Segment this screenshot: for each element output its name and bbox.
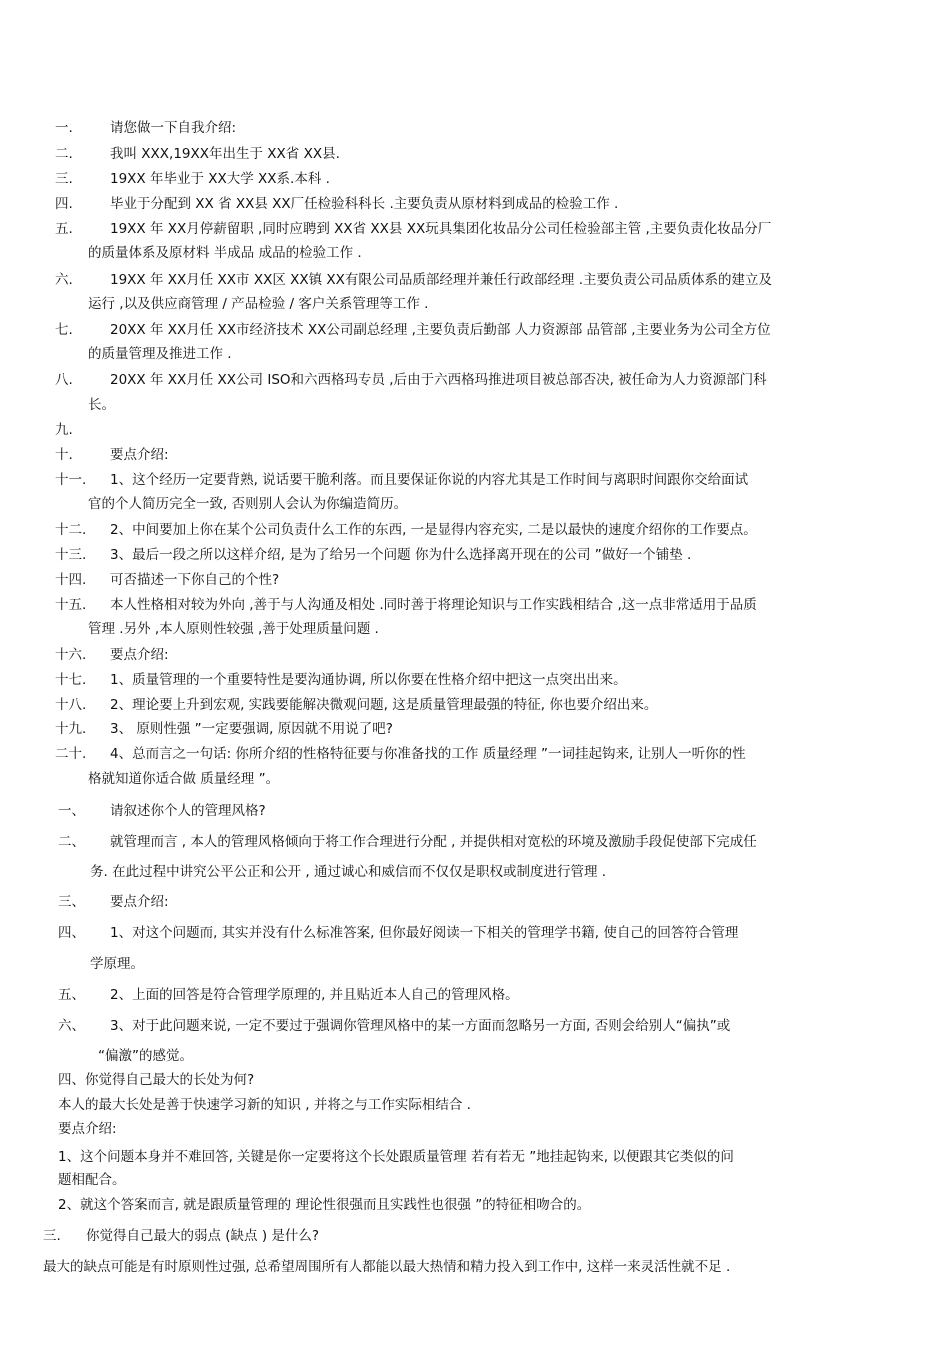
item-text: 要点介绍: [110, 647, 169, 663]
item-text: 2、上面的回答是符合管理学原理的, 并且贴近本人自己的管理风格。 [110, 987, 519, 1003]
item-text: 3、 原则性强 ”一定要强调, 原因就不用说了吧? [110, 721, 393, 737]
item-number: 五. [55, 221, 73, 237]
question-weakness: 你觉得自己最大的弱点 (缺点 ) 是什么? [86, 1228, 320, 1244]
answer-weakness: 最大的缺点可能是有时原则性过强, 总希望周围所有人都能以最大热情和精力投入到工作中, 这样一来灵活性就不足 . [43, 1259, 731, 1275]
item-text: 请叙述你个人的管理风格? [110, 803, 266, 819]
item-text: 我叫 XXX,19XX年出生于 XX省 XX县. [110, 146, 340, 162]
item-text: 可否描述一下你自己的个性? [110, 572, 280, 588]
item-text: 1、对这个问题而, 其实并没有什么标准答案, 但你最好阅读一下相关的管理学书籍, 使自己的回答符合管理 [110, 925, 739, 941]
item-number: 六、 [58, 1018, 85, 1034]
item-text: 4、总而言之一句话: 你所介绍的性格特征要与你准备找的工作 质量经理 ”一词挂起钩来, 让别人一听你的性 [110, 746, 746, 762]
item-number: 十六. [55, 647, 87, 663]
item-text-cont: 长。 [88, 397, 115, 413]
item-number: 七. [55, 322, 73, 338]
item-number: 十三. [55, 547, 87, 563]
item-text: 19XX 年毕业于 XX大学 XX系.本科 . [110, 171, 330, 187]
item-text-cont: 的质量体系及原材料 半成品 成品的检验工作 . [88, 245, 362, 261]
item-text: 20XX 年 XX月任 XX公司 ISO和六西格玛专员 ,后由于六西格玛推进项目被总部否决, 被任命为人力资源部门科 [110, 372, 767, 388]
item-text: 19XX 年 XX月停薪留职 ,同时应聘到 XX省 XX县 XX玩具集团化妆品分公司任检验部主管 ,主要负责化妆品分厂 [110, 221, 772, 237]
item-number: 五、 [58, 987, 85, 1003]
item-number: 六. [55, 272, 73, 288]
item-number: 三. [55, 171, 73, 187]
item-number: 二. [55, 146, 73, 162]
tip-1: 1、这个问题本身并不难回答, 关键是你一定要将这个长处跟质量管理 若有若无 ”地挂起钩来, 以便跟其它类似的问 [58, 1149, 734, 1165]
item-number: 十. [55, 447, 73, 463]
item-number: 十八. [55, 697, 87, 713]
item-text-cont: 学原理。 [90, 956, 144, 972]
item-text: 19XX 年 XX月任 XX市 XX区 XX镇 XX有限公司品质部经理并兼任行政部经理 .主要负责公司品质体系的建立及 [110, 272, 772, 288]
item-text: 就管理而言 , 本人的管理风格倾向于将工作合理进行分配 , 并提供相对宽松的环境及激励手段促使部下完成任 [110, 834, 757, 850]
item-number: 十九. [55, 721, 87, 737]
item-text: 3、对于此问题来说, 一定不要过于强调你管理风格中的某一方面而忽略另一方面, 否则会给别人“偏执”或 [110, 1018, 731, 1034]
item-number: 四、 [58, 925, 85, 941]
item-text: 20XX 年 XX月任 XX市经济技术 XX公司副总经理 ,主要负责后勤部 人力资源部 品管部 ,主要业务为公司全方位 [110, 322, 771, 338]
answer-strength: 本人的最大长处是善于快速学习新的知识 , 并将之与工作实际相结合 . [58, 1097, 471, 1113]
item-text-cont: 的质量管理及推进工作 . [88, 346, 232, 362]
tip-2: 2、就这个答案而言, 就是跟质量管理的 理论性很强而且实践性也很强 ”的特征相吻合的。 [58, 1197, 591, 1213]
item-number: 十一. [55, 472, 87, 488]
item-text-cont: 管理 .另外 ,本人原则性较强 ,善于处理质量问题 . [88, 621, 379, 637]
item-text: 要点介绍: [110, 447, 169, 463]
tip-1-cont: 题相配合。 [58, 1172, 126, 1188]
item-number: 三、 [58, 894, 85, 910]
item-text: 请您做一下自我介绍: [110, 120, 237, 136]
item-number: 十五. [55, 597, 87, 613]
item-text-cont: 运行 ,以及供应商管理 / 产品检验 / 客户关系管理等工作 . [88, 296, 429, 312]
item-number: 一、 [58, 803, 85, 819]
item-text: 1、这个经历一定要背熟, 说话要干脆利落。而且要保证你说的内容尤其是工作时间与离职时间跟你交给面试 [110, 472, 749, 488]
item-text: 要点介绍: [110, 894, 169, 910]
item-number: 二、 [58, 834, 85, 850]
item-text-cont: “偏激”的感觉。 [98, 1048, 193, 1064]
item-number: 十二. [55, 522, 87, 538]
question-strength: 四、你觉得自己最大的长处为何? [58, 1072, 255, 1088]
item-text-cont: 官的个人简历完全一致, 否则别人会认为你编造简历。 [88, 496, 408, 512]
item-text: 本人性格相对较为外向 ,善于与人沟通及相处 .同时善于将理论知识与工作实践相结合 ,这一点非常适用于品质 [110, 597, 757, 613]
item-text-cont: 格就知道你适合做 质量经理 ”。 [88, 771, 280, 787]
item-number: 三. [43, 1228, 61, 1244]
item-text: 2、中间要加上你在某个公司负责什么工作的东西, 一是显得内容充实, 二是以最快的速度介绍你的工作要点。 [110, 522, 757, 538]
item-text: 3、最后一段之所以这样介绍, 是为了给另一个问题 你为什么选择离开现在的公司 ”做好一个铺垫 . [110, 547, 692, 563]
item-number: 一. [55, 120, 73, 136]
item-number: 二十. [55, 746, 87, 762]
item-text: 2、理论要上升到宏观, 实践要能解决微观问题, 这是质量管理最强的特征, 你也要介绍出来。 [110, 697, 658, 713]
item-number: 八. [55, 372, 73, 388]
tips-heading: 要点介绍: [58, 1121, 117, 1137]
item-number: 四. [55, 196, 73, 212]
item-text-cont: 务. 在此过程中讲究公平公正和公开 , 通过诚心和威信而不仅仅是职权或制度进行管理 . [90, 864, 607, 880]
item-text: 1、质量管理的一个重要特性是要沟通协调, 所以你要在性格介绍中把这一点突出出来。 [110, 672, 627, 688]
item-number: 十七. [55, 672, 87, 688]
item-number: 十四. [55, 572, 87, 588]
item-text: 毕业于分配到 XX 省 XX县 XX厂任检验科科长 .主要负责从原材料到成品的检验工作 . [110, 196, 619, 212]
item-number: 九. [55, 422, 73, 438]
